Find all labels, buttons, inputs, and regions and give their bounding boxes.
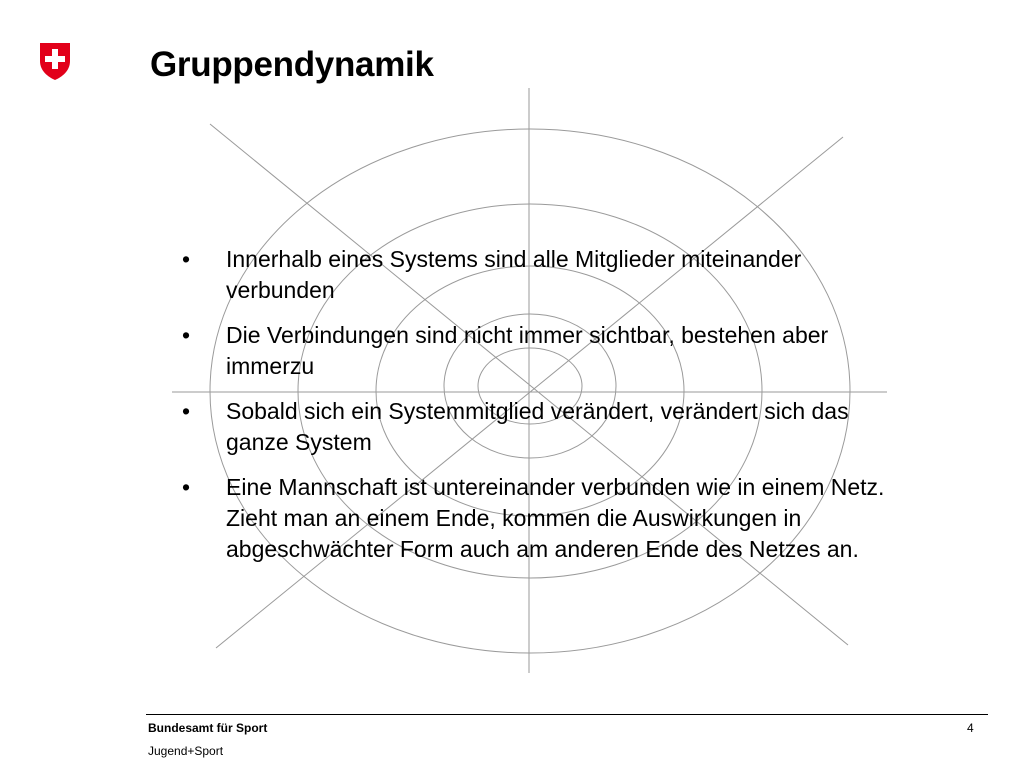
bullet-item	[178, 320, 898, 382]
bullet-text: Eine Mannschaft ist untereinander verbunden wie in einem Netz. Zieht man an einem Ende, kommen die Auswirkungen in abgeschwächter Form auch am anderen Ende des Netzes an.	[226, 474, 885, 562]
footer-divider	[146, 714, 988, 715]
bullet-text: Die Verbindungen sind nicht immer sichtbar, bestehen aber immerzu	[226, 322, 829, 379]
bullet-marker: •	[182, 246, 191, 272]
bullet-list	[178, 244, 898, 579]
slide-title: Gruppendynamik	[150, 45, 434, 84]
bullet-text: Sobald sich ein Systemmitglied verändert, verändert sich das ganze System	[226, 398, 849, 455]
bullet-marker: •	[182, 322, 191, 348]
page-number: 4	[967, 721, 974, 735]
footer-program: Jugend+Sport	[148, 744, 224, 758]
footer-organization: Bundesamt für Sport	[148, 721, 268, 735]
bullet-item	[178, 472, 898, 565]
bullet-text: Innerhalb eines Systems sind alle Mitglieder miteinander verbunden	[226, 246, 802, 303]
bullet-item	[178, 396, 898, 458]
bullet-item	[178, 244, 898, 306]
bullet-marker: •	[182, 398, 191, 424]
bullet-marker: •	[182, 474, 191, 500]
